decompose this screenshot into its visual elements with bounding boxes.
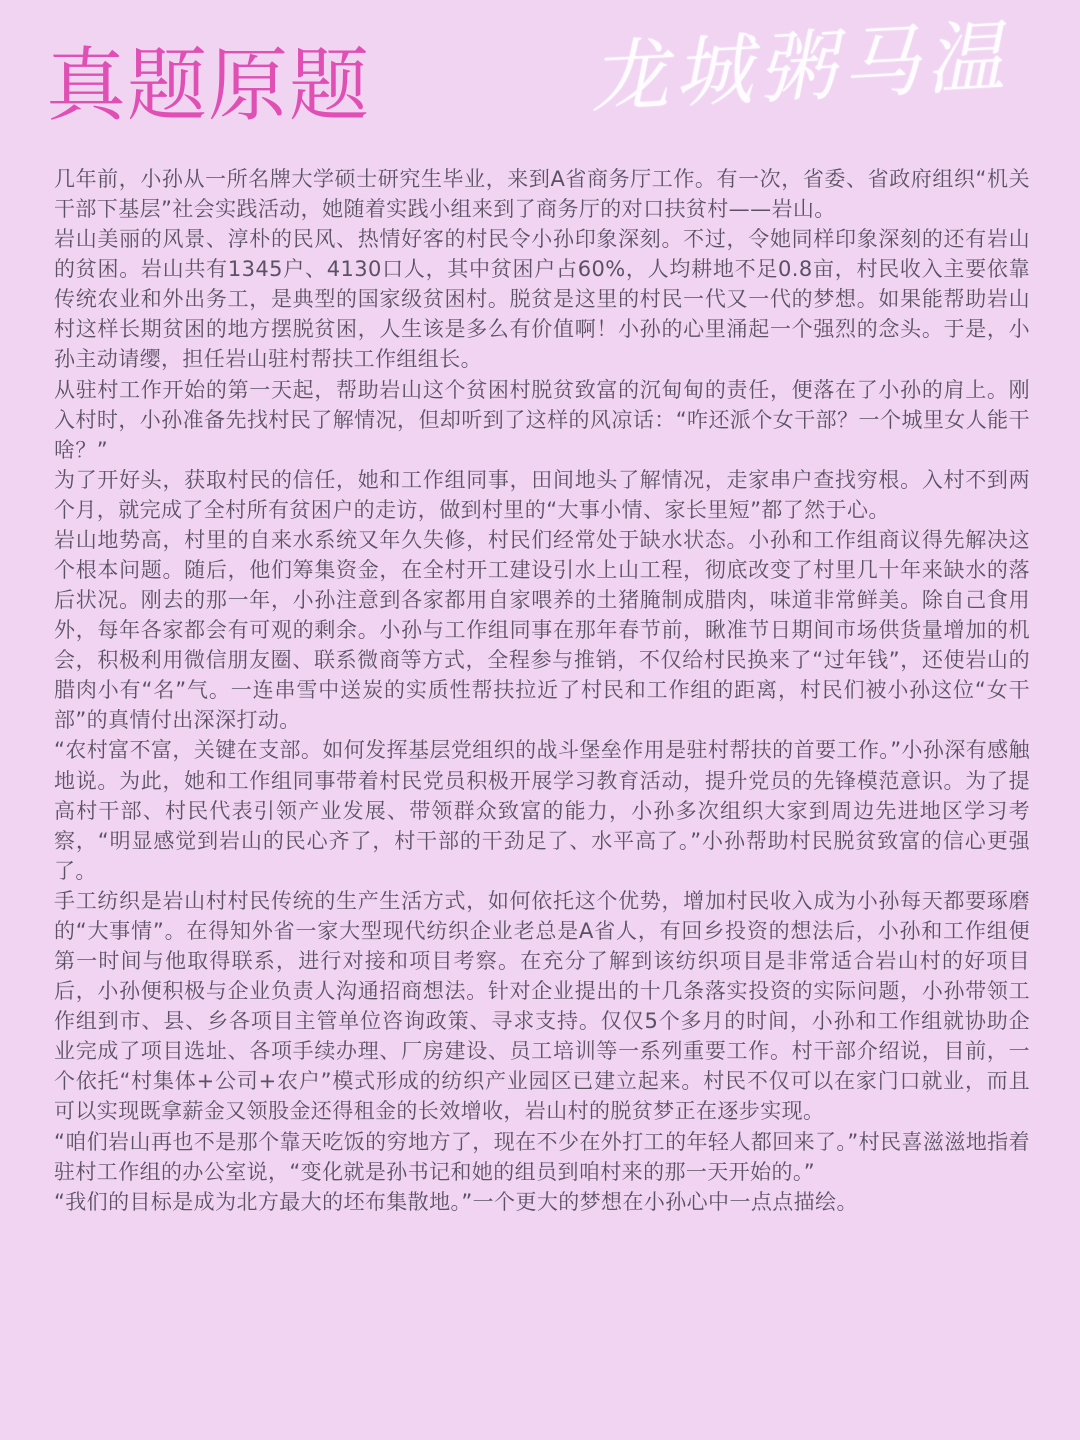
paragraph: 从驻村工作开始的第一天起，帮助岩山这个贫困村脱贫致富的沉甸甸的责任，便落在了小孙的肩上。刚入村时，小孙准备先找村民了解情况，但却听到了这样的风凉话：“咋还派个女干部？一个城里女人能干啥？” (54, 377, 1030, 462)
paragraph: “咱们岩山再也不是那个靠天吃饭的穷地方了，现在不少在外打工的年轻人都回来了。”村民喜滋滋地指着驻村工作组的办公室说，“变化就是孙书记和她的组员到咱村来的那一天开始的。” (54, 1129, 1030, 1184)
page-title: 真题原题 (46, 39, 370, 132)
paragraph: “农村富不富，关键在支部。如何发挥基层党组织的战斗堡垒作用是驻村帮扶的首要工作。”小孙深有感触地说。为此，她和工作组同事带着村民党员积极开展学习教育活动，提升党员的先锋模范意识。为了提高村干部、村民代表引领产业发展、带领群众致富的能力，小孙多次组织大家到周边先进地区学习考察，“明显感觉到岩山的民心齐了，村干部的干劲足了、水平高了。”小孙帮助村民脱贫致富的信心更强了。 (54, 738, 1030, 883)
paragraph: 岩山地势高，村里的自来水系统又年久失修，村民们经常处于缺水状态。小孙和工作组商议得先解决这个根本问题。随后，他们筹集资金，在全村开工建设引水上山工程，彻底改变了村里几十年来缺水的落后状况。刚去的那一年，小孙注意到各家都用自家喂养的土猪腌制成腊肉，味道非常鲜美。除自己食用外，每年各家都会有可观的剩余。小孙与工作组同事在那年春节前，瞅准节日期间市场供货量增加的机会，积极利用微信朋友圈、联系微商等方式，全程参与推销，不仅给村民换来了“过年钱”，还使岩山的腊肉小有“名”气。一连串雪中送炭的实质性帮扶拉近了村民和工作组的距离，村民们被小孙这位“女干部”的真情付出深深打动。 (54, 527, 1030, 733)
paragraph: 为了开好头，获取村民的信任，她和工作组同事，田间地头了解情况，走家串户查找穷根。入村不到两个月，就完成了全村所有贫困户的走访，做到村里的“大事小情、家长里短”都了然于心。 (54, 467, 1030, 522)
article-body (54, 164, 1030, 1217)
paragraph: 岩山美丽的风景、淳朴的民风、热情好客的村民令小孙印象深刻。不过，令她同样印象深刻的还有岩山的贫困。岩山共有1345户、4130口人，其中贫困户占60%，人均耕地不足0.8亩，村民收入主要依靠传统农业和外出务工，是典型的国家级贫困村。脱贫是这里的村民一代又一代的梦想。如果能帮助岩山村这样长期贫困的地方摆脱贫困，人生该是多么有价值啊！小孙的心里涌起一个强烈的念头。于是，小孙主动请缨，担任岩山驻村帮扶工作组组长。 (54, 227, 1030, 372)
watermark-signature: 龙城粥马温 (587, 12, 1013, 124)
paragraph: 手工纺织是岩山村村民传统的生产生活方式，如何依托这个优势，增加村民收入成为小孙每天都要琢磨的“大事情”。在得知外省一家大型现代纺织企业老总是A省人，有回乡投资的想法后，小孙和工作组便第一时间与他取得联系，进行对接和项目考察。在充分了解到该纺织项目是非常适合岩山村的好项目后，小孙便积极与企业负责人沟通招商想法。针对企业提出的十几条落实投资的实际问题，小孙带领工作组到市、县、乡各项目主管单位咨询政策、寻求支持。仅仅5个多月的时间，小孙和工作组就协助企业完成了项目选址、各项手续办理、厂房建设、员工培训等一系列重要工作。村干部介绍说，目前，一个依托“村集体+公司+农户”模式形成的纺织产业园区已建立起来。村民不仅可以在家门口就业，而且可以实现既拿薪金又领股金还得租金的长效增收，岩山村的脱贫梦正在逐步实现。 (54, 888, 1030, 1124)
paragraph: “我们的目标是成为北方最大的坯布集散地。”一个更大的梦想在小孙心中一点点描绘。 (54, 1189, 858, 1214)
paragraph: 几年前，小孙从一所名牌大学硕士研究生毕业，来到A省商务厅工作。有一次，省委、省政府组织“机关干部下基层”社会实践活动，她随着实践小组来到了商务厅的对口扶贫村——岩山。 (54, 167, 1030, 222)
